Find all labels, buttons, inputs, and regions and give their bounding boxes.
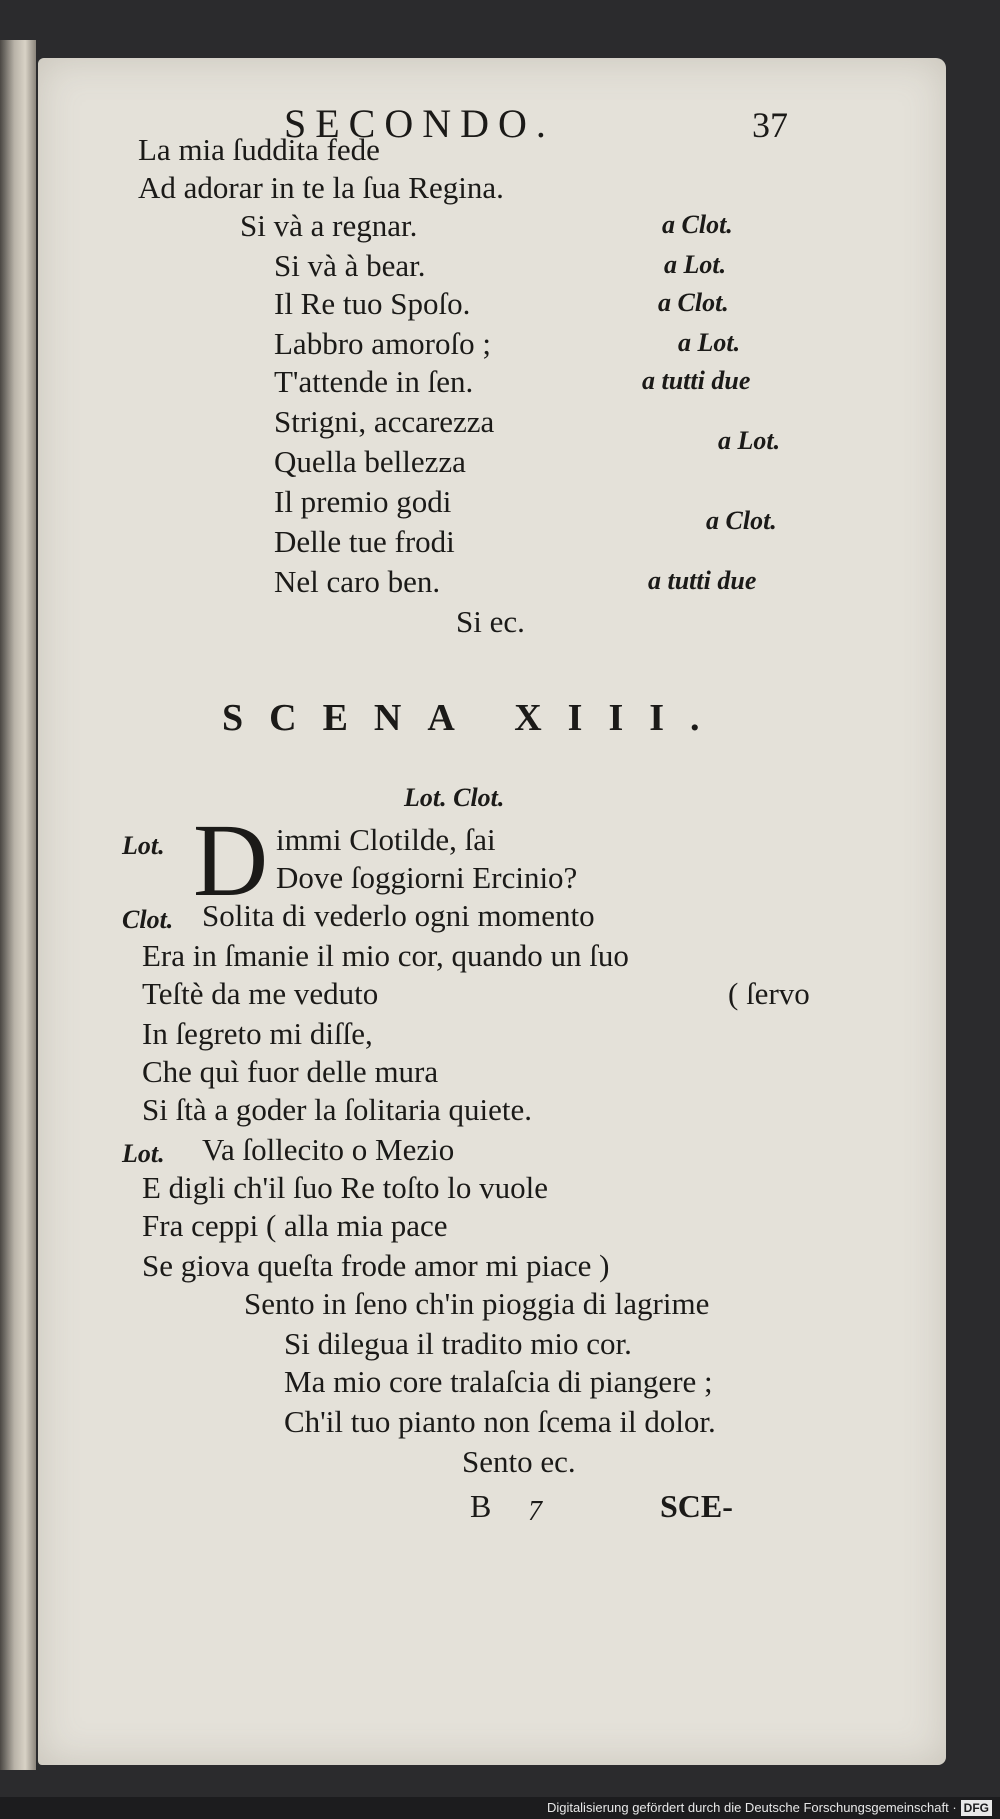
verse-line: Teſtè da me veduto (142, 976, 379, 1011)
verse-line: Quella bellezza (274, 444, 466, 479)
verse-line: Sento in ſeno ch'in pioggia di lagrime (244, 1286, 710, 1321)
verse-line: Labbro amoroſo ; (274, 326, 491, 361)
verse-line: Ad adorar in te la ſua Regina. (138, 170, 504, 205)
page-number: 37 (752, 105, 788, 145)
dfg-logo-icon: DFG (961, 1800, 992, 1816)
verse-line: Il premio godi (274, 484, 452, 519)
stage-aside: a Lot. (718, 426, 781, 455)
signature-mark: B (470, 1488, 492, 1524)
speaker-label: Clot. (122, 905, 174, 934)
verse-line: Si dilegua il tradito mio cor. (284, 1326, 632, 1361)
verse-line: Sento ec. (462, 1444, 576, 1479)
stage-aside: a Clot. (662, 210, 733, 239)
verse-line: Si ec. (456, 604, 525, 639)
scene-title: SCENA XIII. (222, 697, 726, 739)
verse-line: La mia ſuddita fede (138, 132, 380, 167)
verse-line: Fra ceppi ( alla mia pace (142, 1208, 448, 1243)
stage-aside: a Lot. (678, 328, 741, 357)
stage-aside: a Lot. (664, 250, 727, 279)
verse-line: Nel caro ben. (274, 564, 441, 599)
signature-number: 7 (528, 1496, 542, 1527)
verse-line: Ma mio core tralaſcia di piangere ; (284, 1364, 713, 1399)
scene-characters: Lot. Clot. (404, 783, 505, 812)
verse-line: Va ſollecito o Mezio (202, 1132, 455, 1167)
verse-line: In ſegreto mi diſſe, (142, 1016, 373, 1051)
stage-aside: a Clot. (658, 288, 729, 317)
stage-aside: a Clot. (706, 506, 777, 535)
left-page-edge (0, 40, 36, 1770)
running-header: SECONDO. (284, 101, 555, 146)
verse-line: Che quì fuor delle mura (142, 1054, 439, 1089)
stage-aside: a tutti due (642, 366, 751, 395)
credit-text: Digitalisierung gefördert durch die Deutsche Forschungsgemeinschaft · (546, 1800, 957, 1815)
verse-line: T'attende in ſen. (274, 364, 474, 399)
book-page (38, 58, 946, 1765)
verse-line: Ch'il tuo pianto non ſcema il dolor. (284, 1404, 716, 1439)
digitization-credit (0, 1797, 1000, 1819)
verse-line: Dove ſoggiorni Ercinio? (276, 860, 578, 895)
stage-aside: a tutti due (648, 566, 757, 595)
verse-line: Se giova queſta frode amor mi piace ) (142, 1248, 610, 1283)
verse-line: Si ſtà a goder la ſolitaria quiete. (142, 1092, 532, 1127)
speaker-label: Lot. (122, 1139, 165, 1168)
verse-line: Strigni, accarezza (274, 404, 495, 439)
verse-line: Il Re tuo Spoſo. (274, 286, 471, 321)
drop-cap: D (193, 803, 269, 918)
verse-line: Delle tue frodi (274, 524, 455, 559)
verse-line: Solita di vederlo ogni momento (202, 898, 595, 933)
speaker-label: Lot. (122, 831, 165, 860)
verse-line: immi Clotilde, ſai (276, 822, 496, 857)
catchword: SCE- (660, 1488, 733, 1524)
verse-line: Si và a regnar. (240, 208, 418, 243)
verse-line: E digli ch'il ſuo Re toſto lo vuole (142, 1170, 548, 1205)
verse-line: ( ſervo (728, 976, 810, 1011)
verse-line: Era in ſmanie il mio cor, quando un ſuo (142, 938, 629, 973)
verse-line: Si và à bear. (274, 248, 426, 283)
